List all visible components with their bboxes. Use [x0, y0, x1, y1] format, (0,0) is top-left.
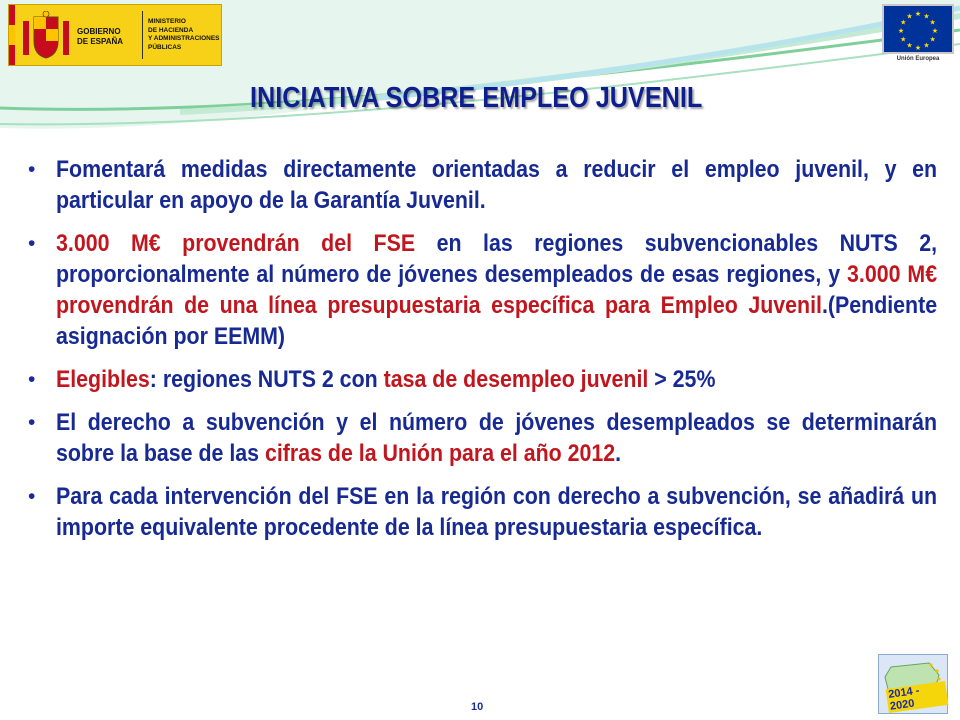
bullet-item	[26, 364, 938, 395]
bullet-text: 3.000 M€ provendrán del FSE en las regiones subvencionables NUTS 2, proporcionalmente al número de jóvenes desempleados de esas regiones, y 3.000 M€ provendrán de una línea presupuestaria específica para Empleo Juvenil.(Pendiente asignación por EEMM)	[56, 230, 938, 350]
svg-text:★: ★	[906, 41, 913, 50]
spain-flag-stripe	[9, 5, 15, 65]
bullet-icon: •	[28, 485, 36, 508]
government-logo	[8, 4, 222, 66]
logo-divider	[142, 11, 143, 59]
spain-coat-of-arms-icon	[19, 11, 73, 61]
svg-text:★: ★	[897, 27, 905, 35]
svg-text:★: ★	[906, 12, 913, 21]
svg-text:★: ★	[931, 27, 939, 35]
page-number: 10	[471, 701, 484, 713]
eu-logo	[882, 4, 954, 68]
bullet-icon: •	[28, 158, 36, 181]
bullet-list	[26, 154, 938, 555]
bullet-item	[26, 407, 938, 469]
bullet-text: Para cada intervención del FSE en la región con derecho a subvención, se añadirá un importe equivalente procedente de la línea presupuestaria específica.	[56, 483, 938, 541]
svg-text:★: ★	[914, 10, 922, 18]
bullet-text: El derecho a subvención y el número de jóvenes desempleados se determinarán sobre la base de las cifras de la Unión para el año 2012.	[56, 409, 938, 467]
eu-label: Unión Europea	[896, 56, 940, 62]
eu-flag-icon	[882, 4, 954, 54]
bullet-icon: •	[28, 411, 36, 434]
slide-title: INICIATIVA SOBRE EMPLEO JUVENIL	[250, 82, 703, 114]
bullet-item	[26, 154, 938, 216]
svg-text:★: ★	[929, 18, 936, 27]
bullet-text: Elegibles: regiones NUTS 2 con tasa de desempleo juvenil > 25%	[56, 366, 716, 393]
badge-label: 2014 - 2020	[886, 681, 949, 713]
bullet-item	[26, 228, 938, 352]
svg-text:★: ★	[923, 41, 930, 50]
bullet-text: Fomentará medidas directamente orientadas a reducir el empleo juvenil, y en particular en apoyo de la Garantía Juvenil.	[56, 156, 938, 214]
bullet-icon: •	[28, 232, 36, 255]
ministry-label: MINISTERIO DE HACIENDA Y ADMINISTRACIONES PÚBLICAS	[148, 18, 220, 51]
programme-badge	[878, 654, 948, 714]
government-label: GOBIERNO DE ESPAÑA	[77, 27, 124, 46]
svg-text:★: ★	[900, 35, 907, 44]
svg-text:★: ★	[914, 44, 922, 52]
bullet-icon: •	[28, 368, 36, 391]
svg-text:★: ★	[923, 12, 930, 21]
svg-text:★: ★	[929, 35, 936, 44]
svg-text:★: ★	[900, 18, 907, 27]
bullet-item	[26, 481, 938, 543]
